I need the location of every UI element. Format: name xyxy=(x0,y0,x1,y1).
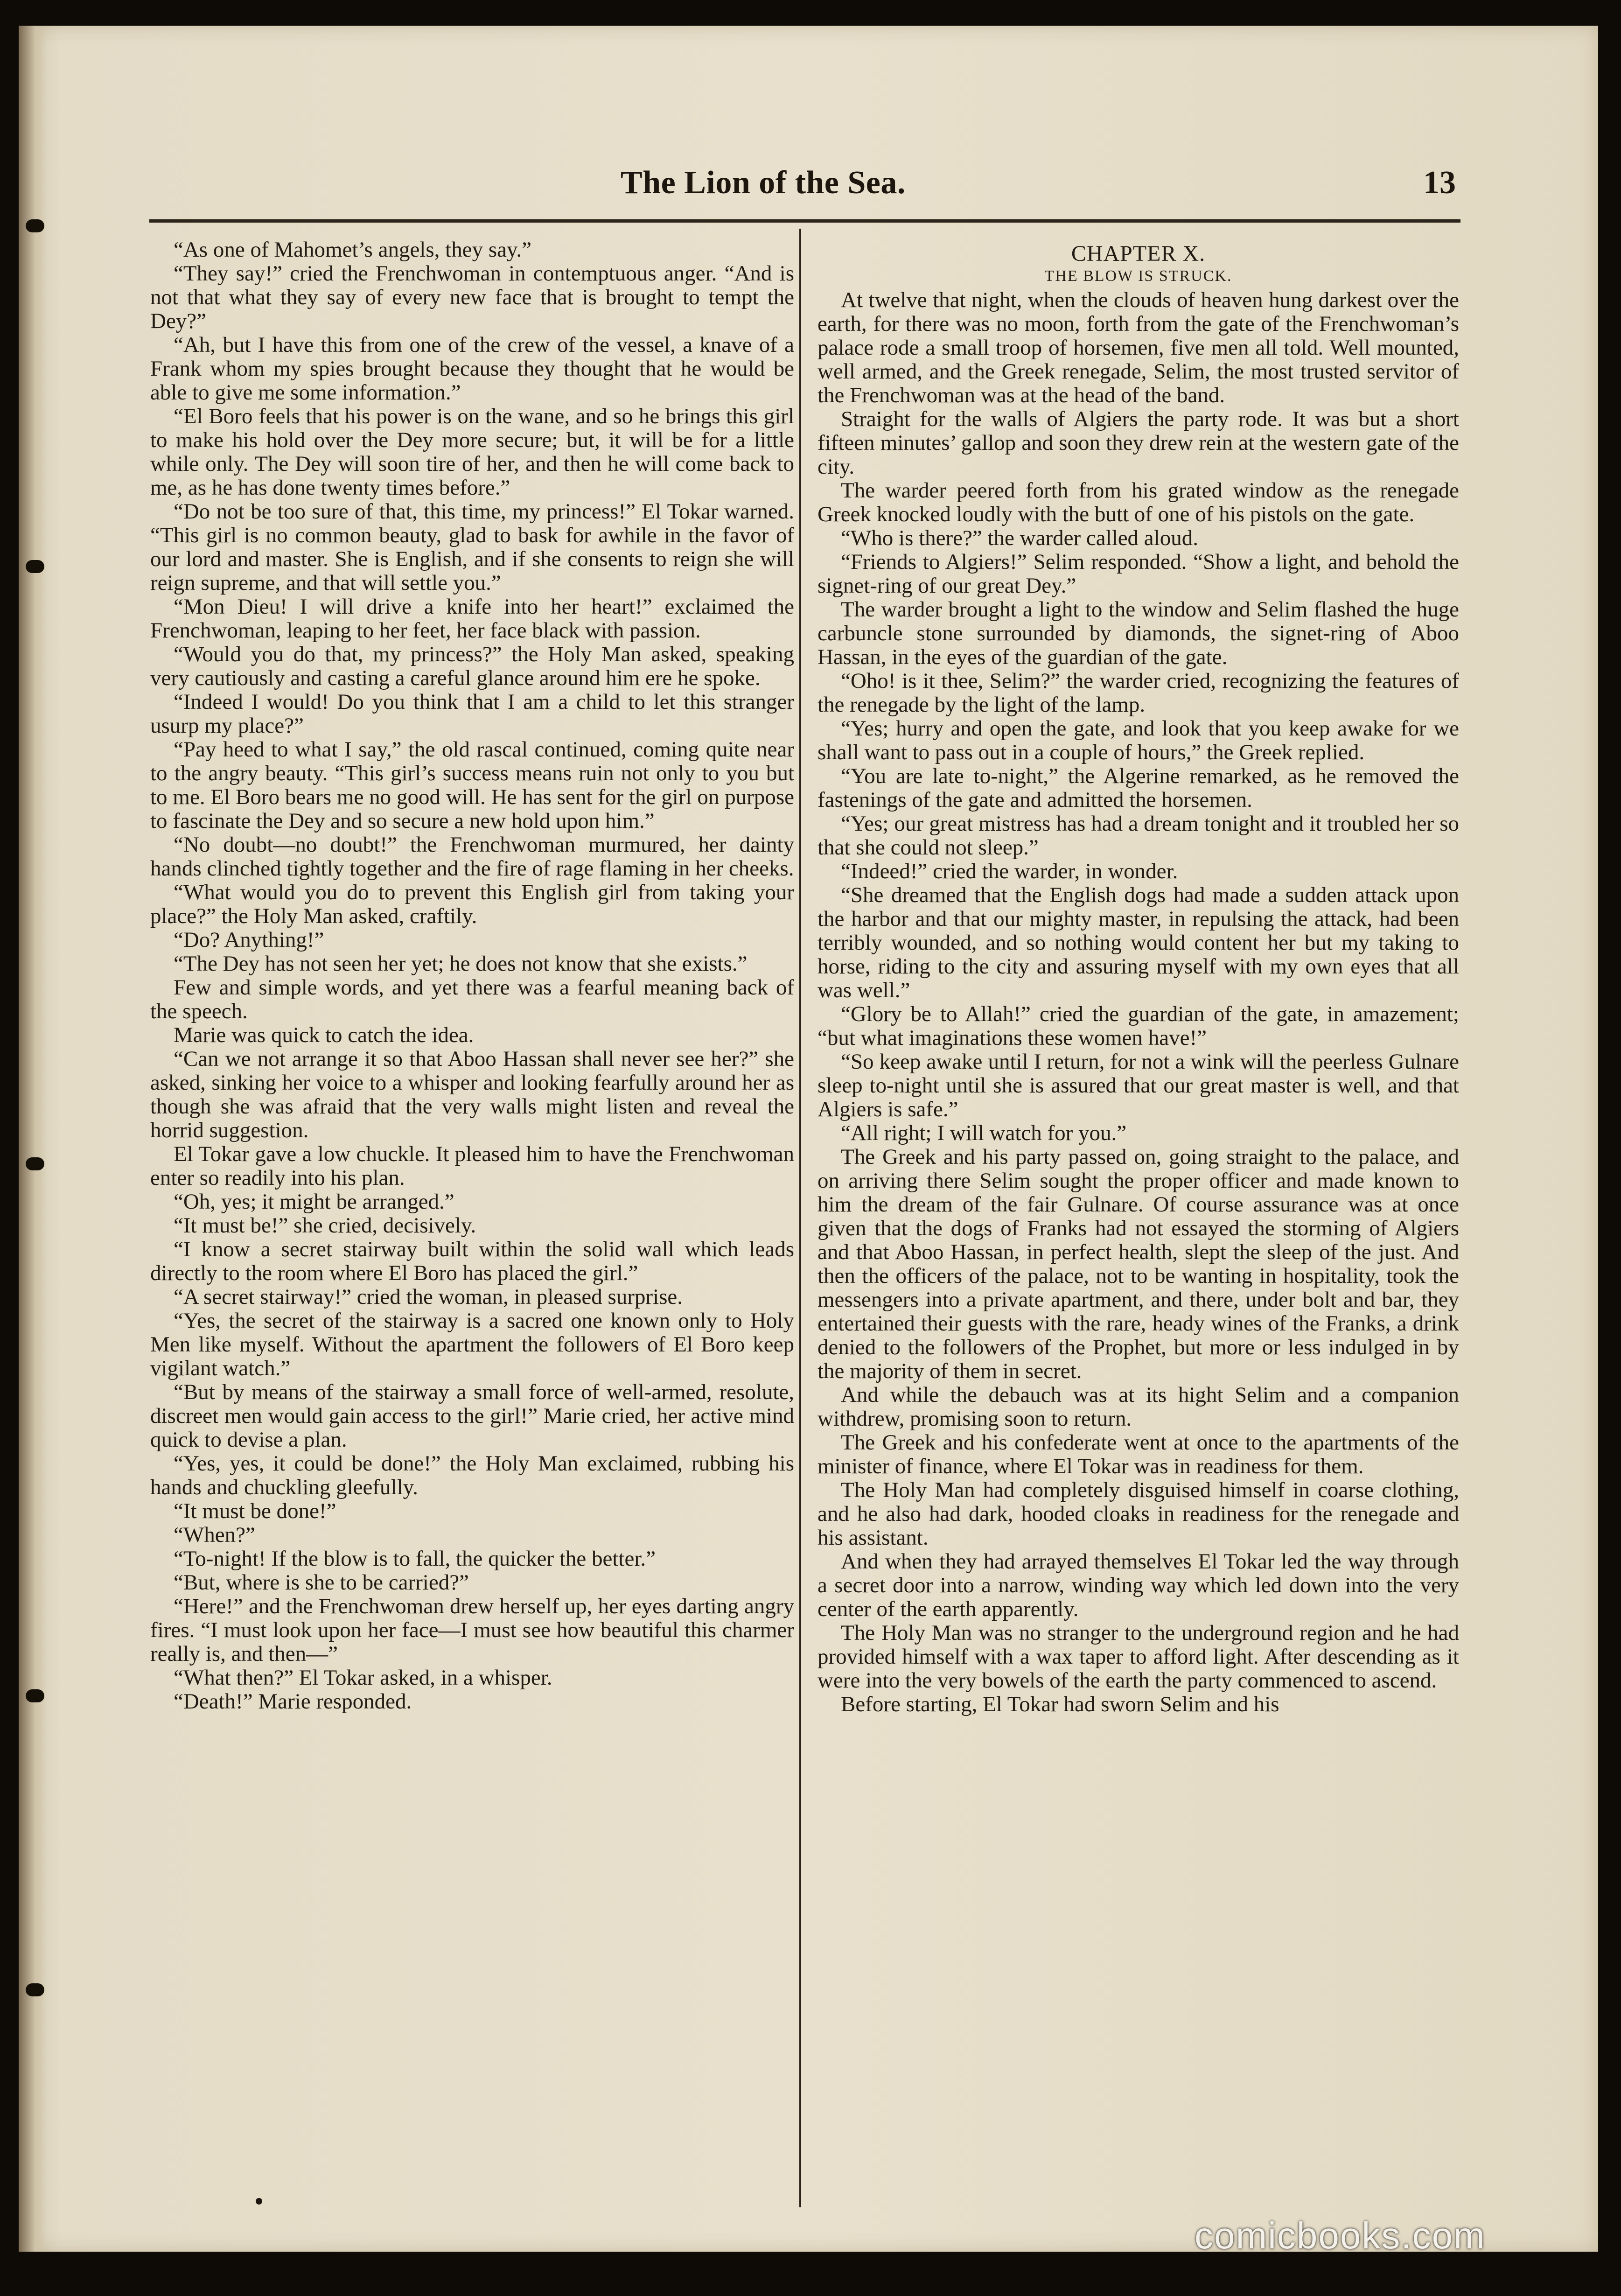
paragraph: “Death!” Marie responded. xyxy=(174,1689,412,1714)
paragraph: “Yes; hurry and open the gate, and look that you keep awake for we shall want to pass out in a couple of hours,” the Greek replied. xyxy=(817,716,1459,764)
paragraph: “Ah, but I have this from one of the crew of the vessel, a knave of a Frank whom my spies brought because they thought that he would be able to give me some information.” xyxy=(150,333,794,405)
paragraph: “Can we not arrange it so that Aboo Hassan shall never see her?” she asked, sinking her voice to a whisper and looking fearfully around her as though she was afraid that the very walls might listen and reveal the horrid suggestion. xyxy=(150,1047,794,1142)
paragraph: “Oho! is it thee, Selim?” the warder cried, recognizing the features of the renegade by the light of the lamp. xyxy=(817,669,1459,717)
paragraph: “But, where is she to be carried?” xyxy=(174,1570,469,1595)
binding-stitch xyxy=(26,1689,44,1702)
paragraph: “Friends to Algiers!” Selim responded. “Show a light, and behold the signet-ring of our great Dey.” xyxy=(817,550,1459,598)
paragraph: “Do? Anything!” xyxy=(174,928,324,952)
page-number: 13 xyxy=(1423,165,1456,201)
paragraph: “What would you do to prevent this English girl from taking your place?” the Holy Man asked, craftily. xyxy=(150,880,794,928)
paragraph: “No doubt—no doubt!” the Frenchwoman murmured, her dainty hands clinched tightly together and the fire of rage flaming in her cheeks. xyxy=(150,833,794,881)
paragraph: “A secret stairway!” cried the woman, in pleased surprise. xyxy=(174,1285,683,1309)
chapter-heading: CHAPTER X. xyxy=(1071,241,1206,266)
paragraph: And when they had arrayed themselves El Tokar led the way through a secret door into a narrow, winding way which led down into the very center of the earth apparently. xyxy=(817,1549,1459,1621)
paragraph: “But by means of the stairway a small force of well-armed, resolute, discreet men would gain access to the girl!” Marie cried, her active mind quick to devise a plan. xyxy=(150,1380,794,1452)
paragraph: “The Dey has not seen her yet; he does not know that she exists.” xyxy=(174,952,748,976)
left-column xyxy=(150,238,794,1714)
paragraph: Few and simple words, and yet there was a fearful meaning back of the speech. xyxy=(150,975,794,1023)
paragraph: The warder peered forth from his grated window as the renegade Greek knocked loudly with the butt of one of his pistols on the gate. xyxy=(817,478,1459,526)
paragraph: The Greek and his party passed on, going straight to the palace, and on arriving there Selim sought the proper officer and made known to him the dream of the fair Gulnare. Of course assurance was at once given that the dogs of Franks had not essayed the storming of Algiers and that Aboo Hassan, in perfect health, slept the sleep of the just. And then the officers of the palace, not to be wanting in hospitality, took the messengers into a private apartment, and there, under bolt and bar, they entertained their guests with the rare, heady wines of the Franks, a drink denied to the followers of the Prophet, but more or less indulged in by the majority of them in secret. xyxy=(817,1145,1459,1383)
paragraph: Marie was quick to catch the idea. xyxy=(174,1023,474,1047)
paragraph: And while the debauch was at its hight Selim and a companion withdrew, promising soon to return. xyxy=(817,1383,1459,1431)
paragraph: “El Boro feels that his power is on the wane, and so he brings this girl to make his hold over the Dey more secure; but, it will be for a little while only. The Dey will soon tire of her, and then he will come back to me, as he has done twenty times before.” xyxy=(150,404,794,500)
binding-stitch xyxy=(26,219,44,232)
right-column xyxy=(817,238,1459,1716)
running-header xyxy=(149,154,1460,210)
paragraph: “It must be done!” xyxy=(174,1499,336,1523)
paragraph: “Pay heed to what I say,” the old rascal continued, coming quite near to the angry beauty. “This girl’s success means ruin not only to you but to me. El Boro bears me no good will. He has sent for the girl on purpose to fascinate the Dey and so secure a new hold upon him.” xyxy=(150,737,794,833)
binding-stitch xyxy=(26,1157,44,1170)
paragraph: The warder brought a light to the window and Selim flashed the huge carbuncle stone surrounded by diamonds, the signet-ring of Aboo Hassan, in the eyes of the guardian of the gate. xyxy=(817,597,1459,669)
paragraph: “To-night! If the blow is to fall, the quicker the better.” xyxy=(174,1547,656,1571)
paragraph: “I know a secret stairway built within the solid wall which leads directly to the room where El Boro has placed the girl.” xyxy=(150,1237,794,1285)
paragraph: “Yes, yes, it could be done!” the Holy Man exclaimed, rubbing his hands and chuckling gleefully. xyxy=(150,1451,794,1499)
paragraph: “You are late to-night,” the Algerine remarked, as he removed the fastenings of the gate and admitted the horsemen. xyxy=(817,764,1459,812)
paragraph: “Here!” and the Frenchwoman drew herself up, her eyes darting angry fires. “I must look upon her face—I must see how beautiful this charmer really is, and then—” xyxy=(150,1594,794,1666)
paragraph: “Glory be to Allah!” cried the guardian of the gate, in amazement; “but what imaginations these women have!” xyxy=(817,1002,1459,1050)
ink-dot xyxy=(256,2198,262,2205)
paragraph: El Tokar gave a low chuckle. It pleased him to have the Frenchwoman enter so readily into his plan. xyxy=(150,1142,794,1190)
paragraph: Before starting, El Tokar had sworn Selim and his xyxy=(841,1692,1279,1716)
paragraph: “It must be!” she cried, decisively. xyxy=(174,1213,476,1238)
paragraph: “Would you do that, my princess?” the Holy Man asked, speaking very cautiously and casting a careful glance around him ere he spoke. xyxy=(150,642,794,690)
page-binding xyxy=(19,26,47,2252)
paragraph: “Yes, the secret of the stairway is a sacred one known only to Holy Men like myself. Without the apartment the followers of El Boro keep vigilant watch.” xyxy=(150,1309,794,1380)
paragraph: The Holy Man was no stranger to the underground region and he had provided himself with a wax taper to afford light. After descending as it were into the very bowels of the earth the party commenced to ascend. xyxy=(817,1621,1459,1693)
column-divider xyxy=(799,229,801,2207)
paragraph: “Mon Dieu! I will drive a knife into her heart!” exclaimed the Frenchwoman, leaping to her feet, her face black with passion. xyxy=(150,595,794,643)
paragraph: “As one of Mahomet’s angels, they say.” xyxy=(174,238,532,262)
paragraph: “Yes; our great mistress has had a dream tonight and it troubled her so that she could not sleep.” xyxy=(817,812,1459,860)
site-watermark: comicbooks.com xyxy=(1195,2215,1486,2256)
paragraph: The Greek and his confederate went at once to the apartments of the minister of finance, where El Tokar was in readiness for them. xyxy=(817,1430,1459,1478)
running-title: The Lion of the Sea. xyxy=(621,165,906,201)
paragraph: “Who is there?” the warder called aloud. xyxy=(841,526,1198,550)
paragraph: “All right; I will watch for you.” xyxy=(841,1121,1127,1145)
paragraph: “Indeed I would! Do you think that I am a child to let this stranger usurp my place?” xyxy=(150,690,794,738)
paragraph: “So keep awake until I return, for not a wink will the peerless Gulnare sleep to-night until she is assured that our great master is well, and that Algiers is safe.” xyxy=(817,1050,1459,1121)
paragraph: Straight for the walls of Algiers the party rode. It was but a short fifteen minutes’ gallop and soon they drew rein at the western gate of the city. xyxy=(817,407,1459,479)
paragraph: At twelve that night, when the clouds of heaven hung darkest over the earth, for there was no moon, forth from the gate of the Frenchwoman’s palace rode a small troop of horsemen, five men all told. Well mounted, well armed, and the Greek renegade, Selim, the most trusted servitor of the Frenchwoman was at the head of the band. xyxy=(817,288,1459,407)
paragraph: “She dreamed that the English dogs had made a sudden attack upon the harbor and that our mighty master, in repulsing the attack, had been terribly wounded, and so nothing would content her but my taking to horse, riding to the city and assuring myself with my own eyes that all was well.” xyxy=(817,883,1459,1002)
paragraph: “What then?” El Tokar asked, in a whisper. xyxy=(174,1666,552,1690)
paragraph: The Holy Man had completely disguised himself in coarse clothing, and he also had dark, hooded cloaks in readiness for the renegade and his assistant. xyxy=(817,1478,1459,1550)
paragraph: “When?” xyxy=(174,1523,255,1547)
paragraph: “Oh, yes; it might be arranged.” xyxy=(174,1190,454,1214)
binding-stitch xyxy=(26,560,44,573)
paragraph: “Indeed!” cried the warder, in wonder. xyxy=(841,859,1178,883)
chapter-subtitle: THE BLOW IS STRUCK. xyxy=(1044,267,1232,285)
binding-stitch xyxy=(26,1983,44,1996)
header-rule xyxy=(149,219,1460,223)
paragraph: “Do not be too sure of that, this time, my princess!” El Tokar warned. “This girl is no common beauty, glad to bask for awhile in the favor of our lord and master. She is English, and if she consents to reign she will reign supreme, and that will settle you.” xyxy=(150,499,794,595)
paragraph: “They say!” cried the Frenchwoman in contemptuous anger. “And is not that what they say of every new face that is brought to tempt the Dey?” xyxy=(150,261,794,333)
